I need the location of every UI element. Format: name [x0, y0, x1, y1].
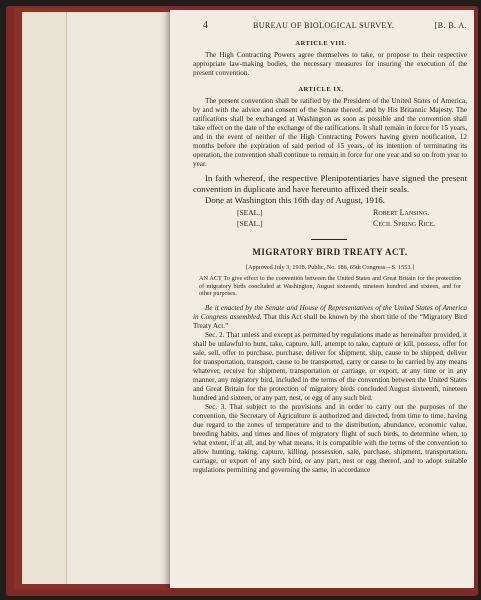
enacting-clause-rest: That this Act shall be known by the short title of the “Migratory Bird Treaty Act.”	[193, 312, 467, 330]
section-2-text: Sec. 2. That unless and except as permitted by regulations made as hereinafter provided, it shall be unlawful to hunt, take, capture, kill, attempt to take, capture or kill, possess, offer for sale, sell, offer to purchase, purchase, deliver for shipment, ship, cause to be shipped, deliver for transportation, transport, cause to be transported, carry or cause to be carried by any means whatever, receive for shipment, transportation or carriage, or export, at any time or in any manner, any migratory bird, included in the terms of the convention between the United States and Great Britain for the protection of migratory birds concluded August sixteenth, nineteen hundred and sixteen, or any part, nest, or egg of any such bird.	[193, 330, 467, 402]
section-divider	[311, 239, 347, 240]
article-viii-heading: ARTICLE VIII.	[295, 40, 347, 47]
signer-spring-rice: Cecil Spring Rice.	[373, 219, 436, 228]
article-ix-heading: ARTICLE IX.	[298, 86, 344, 93]
seal-label: [SEAL.]	[237, 208, 263, 217]
signer-lansing: Robert Lansing.	[373, 208, 430, 217]
page-number: 4	[203, 20, 209, 31]
done-clause: Done at Washington this 16th day of August, 1916.	[205, 195, 385, 205]
faith-clause: In faith whereof, the respective Plenipotentiaries have signed the present convention in duplicate and have hereunto affixed their seals.	[193, 173, 467, 194]
signature-block	[175, 208, 467, 232]
act-title: MIGRATORY BIRD TREATY ACT.	[252, 247, 408, 257]
running-head-title: BUREAU OF BIOLOGICAL SURVEY.	[253, 21, 395, 30]
section-3-text: Sec. 3. That subject to the provisions and in order to carry out the purposes of the convention, the Secretary of Agriculture is authorized and directed, from time to time, having due regard to the zones of temperature and to the distribution, abundance, economic value, breeding habits, and times and lines of migratory flight of such birds, to determine when, to what extent, if at all, and by what means, it is compatible with the terms of the convention to allow hunting, taking, capture, killing, possession, sale, purchase, shipment, transportation, carriage, or export of any such bird, or any part, nest or egg thereof, and to adopt suitable regulations permitting and governing the same, in accordance	[193, 402, 467, 474]
act-summary: AN ACT To give effect to the convention between the United States and Great Britain for the protection of migratory birds concluded at Washington, August sixteenth, nineteen hundred and sixteen, and for other purposes.	[199, 275, 461, 298]
act-approved-note: [Approved July 3, 1918. Public, No. 186, 65th Congress—S. 1553.]	[245, 264, 415, 271]
article-viii-text: The High Contracting Powers agree themselves to take, or propose to their respective appropriate law-making bodies, the necessary measures for insuring the execution of the present convention.	[193, 51, 467, 77]
running-head-series: [B. B. A.	[434, 21, 467, 30]
page-edges	[22, 12, 72, 584]
enacting-clause-italic: Be it enacted by the Senate and House of Representatives of the United States of America in Congress assembled,	[193, 303, 467, 321]
running-head	[175, 20, 467, 36]
page-content	[175, 20, 467, 475]
enacting-clause	[193, 304, 467, 331]
article-ix-text: The present convention shall be ratified by the President of the United States of America, by and with the advice and consent of the Senate thereof, and by His Britannic Majesty. The ratifications shall be exchanged at Washington as soon as possible and the convention shall take effect on the date of the exchange of the ratifications. It shall remain in force for 15 years, and in the event of neither of the High Contracting Powers having given notification, 12 months before the expiration of said period of 15 years, of its intention of terminating its operation, the convention shall continue to remain in force for one year and so on from year to year.	[193, 97, 467, 168]
seal-label: [SEAL.]	[237, 219, 263, 228]
